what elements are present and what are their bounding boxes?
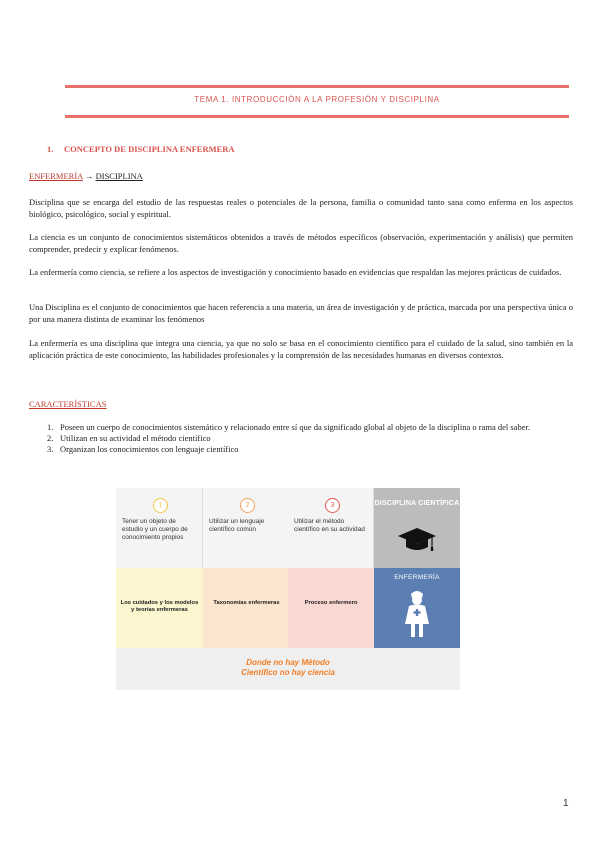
example-1-text: Los cuidados y los modelos y teorías enfermeras bbox=[120, 600, 199, 613]
list-item-text: Utilizan en su actividad el método científico bbox=[60, 433, 211, 443]
nursing-label: ENFERMERÍA bbox=[394, 574, 440, 581]
section-heading bbox=[47, 144, 235, 154]
section-title: CONCEPTO DE DISCIPLINA ENFERMERA bbox=[64, 144, 235, 154]
list-item bbox=[29, 422, 573, 433]
paragraph-nursing-discipline: La enfermería es una disciplina que integra una ciencia, ya que no solo se basa en el conocimiento científico para el cuidado de la salud, sino también en la aplicación práctica de este conocimiento, las habilidades profesionales y la comprensión de las necesidades humanas en diversos contextos. bbox=[29, 338, 573, 360]
conclusion-line-1: Donde no hay Método bbox=[246, 658, 330, 667]
characteristics-heading: CARACTERÍSTICAS bbox=[29, 399, 107, 409]
diagram-criterion-2 bbox=[203, 488, 290, 568]
page-header-title: TEMA 1. INTRODUCCIÓN A LA PROFESIÓN Y DISCIPLINA bbox=[194, 95, 440, 104]
nursing-box bbox=[374, 568, 460, 648]
page-number: 1 bbox=[563, 798, 569, 809]
paragraph-discipline-concept: Una Disciplina es el conjunto de conocimientos que hacen referencia a una materia, un área de investigación y de práctica, marcada por una perspectiva única o por una manera distinta de examinar los fenómenos bbox=[29, 302, 573, 324]
paragraph-nursing-as-science: La enfermería como ciencia, se refiere a los aspectos de investigación y conocimiento basado en evidencias que respaldan las mejores prácticas de cuidados. bbox=[29, 267, 562, 277]
list-item bbox=[29, 444, 573, 455]
diagram-example-1 bbox=[116, 568, 203, 648]
list-item-number: 3. bbox=[47, 444, 54, 454]
diagram-example-2 bbox=[203, 568, 290, 648]
conclusion-line-2: Científico no hay ciencia bbox=[241, 668, 335, 677]
discipline-diagram bbox=[116, 488, 460, 690]
number-circle-2: 2 bbox=[240, 498, 255, 513]
criterion-1-text: Tener un objeto de estudio y un cuerpo de conocimiento propios bbox=[122, 518, 188, 541]
characteristics-list bbox=[29, 422, 573, 455]
diagram-conclusion bbox=[116, 648, 460, 690]
list-item bbox=[29, 433, 573, 444]
example-3-text: Proceso enfermero bbox=[304, 600, 358, 606]
scientific-discipline-box bbox=[374, 488, 460, 568]
list-item-text: Organizan los conocimientos con lenguaje científico bbox=[60, 444, 239, 454]
criterion-3-text: Utilizar el método científico en su actividad bbox=[294, 518, 365, 533]
section-number: 1. bbox=[47, 144, 54, 154]
graduation-cap-icon bbox=[397, 526, 437, 556]
paragraph-science-definition: La ciencia es un conjunto de conocimientos sistemáticos obtenidos a través de métodos específicos (observación, experimentación y análisis) que permiten comprender, predecir y explicar fenómenos. bbox=[29, 232, 573, 254]
example-2-text: Taxonomías enfermeras bbox=[213, 600, 280, 606]
criterion-2-text: Utilizar un lenguaje científico común bbox=[209, 518, 265, 533]
diagram-criterion-3 bbox=[288, 488, 374, 568]
concept-equation bbox=[29, 171, 143, 181]
conclusion-text bbox=[116, 658, 460, 678]
list-item-number: 2. bbox=[47, 433, 54, 443]
number-circle-3: 3 bbox=[325, 498, 340, 513]
header-rule-top bbox=[65, 85, 569, 88]
list-item-number: 1. bbox=[47, 422, 54, 432]
equation-left: ENFERMERÍA bbox=[29, 171, 83, 181]
paragraph-discipline-definition: Disciplina que se encarga del estudio de las respuestas reales o potenciales de la persona, familia o comunidad tanto sana como enferma en los aspectos biológico, psicológico, social y espiritual. bbox=[29, 197, 573, 219]
number-circle-1: 1 bbox=[153, 498, 168, 513]
list-item-text: Poseen un cuerpo de conocimientos sistemático y relacionado entre sí que da significado global al objeto de la disciplina o rama del saber. bbox=[60, 422, 530, 432]
header-rule-bottom bbox=[65, 115, 569, 118]
diagram-criterion-1 bbox=[116, 488, 203, 568]
equation-right: DISCIPLINA bbox=[95, 171, 143, 181]
nurse-icon bbox=[402, 588, 432, 640]
arrow-icon: → bbox=[84, 171, 94, 181]
scientific-discipline-label: DISCIPLINA CIENTÍFICA bbox=[374, 500, 460, 507]
diagram-example-3 bbox=[288, 568, 374, 648]
